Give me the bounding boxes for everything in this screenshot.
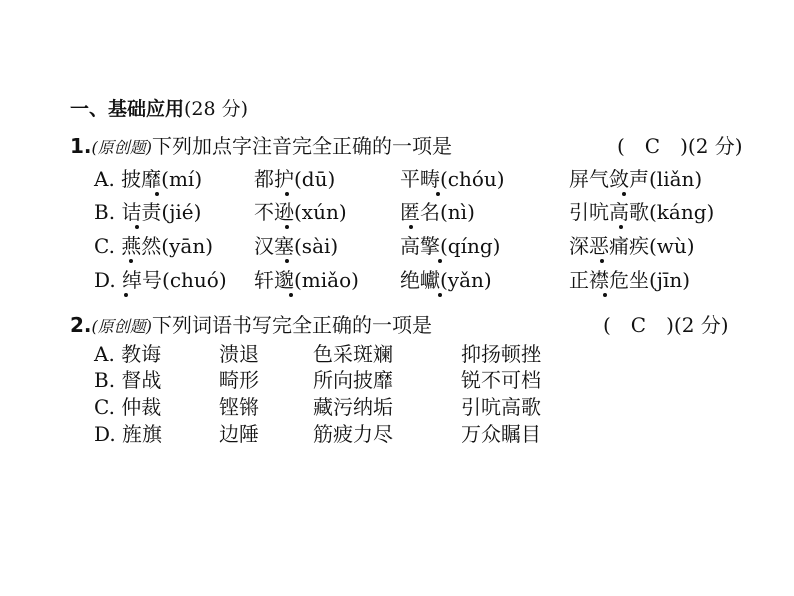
q2-option-a-4: 抑扬顿挫 bbox=[461, 342, 541, 366]
question-1-stem bbox=[70, 134, 452, 160]
q2-option-b-1: B. 督战 bbox=[94, 368, 162, 392]
question-text: 下列加点字注音完全正确的一项是 bbox=[152, 134, 453, 158]
q1-option-d-1: D. 绰号(chuó) bbox=[94, 268, 227, 292]
emphasis-dot bbox=[135, 225, 139, 229]
emphasis-dot bbox=[285, 192, 289, 196]
q1-option-c-3: 高擎(qíng) bbox=[400, 234, 501, 258]
emphasis-dot bbox=[409, 225, 413, 229]
emphasis-dot bbox=[438, 293, 442, 297]
q2-option-b-4: 锐不可档 bbox=[461, 368, 541, 392]
q2-option-d-1: D. 旌旗 bbox=[94, 422, 163, 446]
q2-option-c-1: C. 仲裁 bbox=[94, 395, 162, 419]
emphasis-dot bbox=[603, 293, 607, 297]
q2-option-d-3: 筋疲力尽 bbox=[313, 422, 393, 446]
q2-option-c-3: 藏污纳垢 bbox=[313, 395, 393, 419]
section-title: 一、基础应用 bbox=[70, 98, 185, 120]
q1-option-b-2: 不逊(xún) bbox=[254, 200, 347, 224]
answer-points: (2 分) bbox=[687, 134, 743, 158]
q2-option-c-2: 铿锵 bbox=[219, 395, 259, 419]
answer-choice: ( C ) bbox=[603, 313, 674, 337]
q1-option-b-4: 引吭高歌(káng) bbox=[569, 200, 715, 224]
emphasis-dot bbox=[619, 225, 623, 229]
emphasis-dot bbox=[155, 192, 159, 196]
question-text: 下列词语书写完全正确的一项是 bbox=[152, 313, 433, 337]
q2-option-d-2: 边陲 bbox=[219, 422, 259, 446]
emphasis-dot bbox=[124, 293, 128, 297]
section-heading bbox=[70, 97, 248, 121]
q1-option-b-3: 匿名(nì) bbox=[400, 200, 475, 224]
q2-option-a-2: 溃退 bbox=[219, 342, 259, 366]
emphasis-dot bbox=[622, 192, 626, 196]
q1-option-a-3: 平畴(chóu) bbox=[400, 167, 505, 191]
question-1-answer bbox=[617, 134, 743, 158]
answer-choice: ( C ) bbox=[617, 134, 688, 158]
q1-option-d-3: 绝巘(yǎn) bbox=[400, 268, 492, 292]
question-number: 2. bbox=[70, 313, 92, 337]
emphasis-dot bbox=[438, 259, 442, 263]
q2-option-c-4: 引吭高歌 bbox=[461, 395, 541, 419]
q2-option-d-4: 万众瞩目 bbox=[461, 422, 541, 446]
q2-option-a-3: 色采斑斓 bbox=[313, 342, 393, 366]
q1-option-c-4: 深恶痛疾(wù) bbox=[569, 234, 695, 258]
q1-option-a-2: 都护(dū) bbox=[254, 167, 336, 191]
emphasis-dot bbox=[289, 293, 293, 297]
q2-option-b-3: 所向披靡 bbox=[313, 368, 393, 392]
section-score: (28 分) bbox=[184, 98, 249, 120]
emphasis-dot bbox=[129, 259, 133, 263]
q1-option-c-1: C. 燕然(yān) bbox=[94, 234, 214, 258]
question-number: 1. bbox=[70, 134, 92, 158]
emphasis-dot bbox=[285, 225, 289, 229]
q1-option-a-1: A. 披靡(mí) bbox=[94, 167, 203, 191]
q2-option-a-1: A. 教诲 bbox=[94, 342, 162, 366]
q2-option-b-2: 畸形 bbox=[219, 368, 259, 392]
question-2-answer bbox=[603, 313, 729, 337]
q1-option-a-4: 屏气敛声(liǎn) bbox=[569, 167, 703, 191]
question-2-stem bbox=[70, 313, 432, 339]
answer-points: (2 分) bbox=[673, 313, 729, 337]
q1-option-d-4: 正襟危坐(jīn) bbox=[569, 268, 691, 292]
q1-option-b-1: B. 诘责(jié) bbox=[94, 200, 202, 224]
emphasis-dot bbox=[285, 259, 289, 263]
q1-option-c-2: 汉塞(sài) bbox=[254, 234, 339, 258]
question-tag: (原创题) bbox=[91, 317, 153, 336]
q1-option-d-2: 轩邈(miǎo) bbox=[254, 268, 359, 292]
emphasis-dot bbox=[436, 192, 440, 196]
question-tag: (原创题) bbox=[91, 138, 153, 157]
emphasis-dot bbox=[600, 259, 604, 263]
